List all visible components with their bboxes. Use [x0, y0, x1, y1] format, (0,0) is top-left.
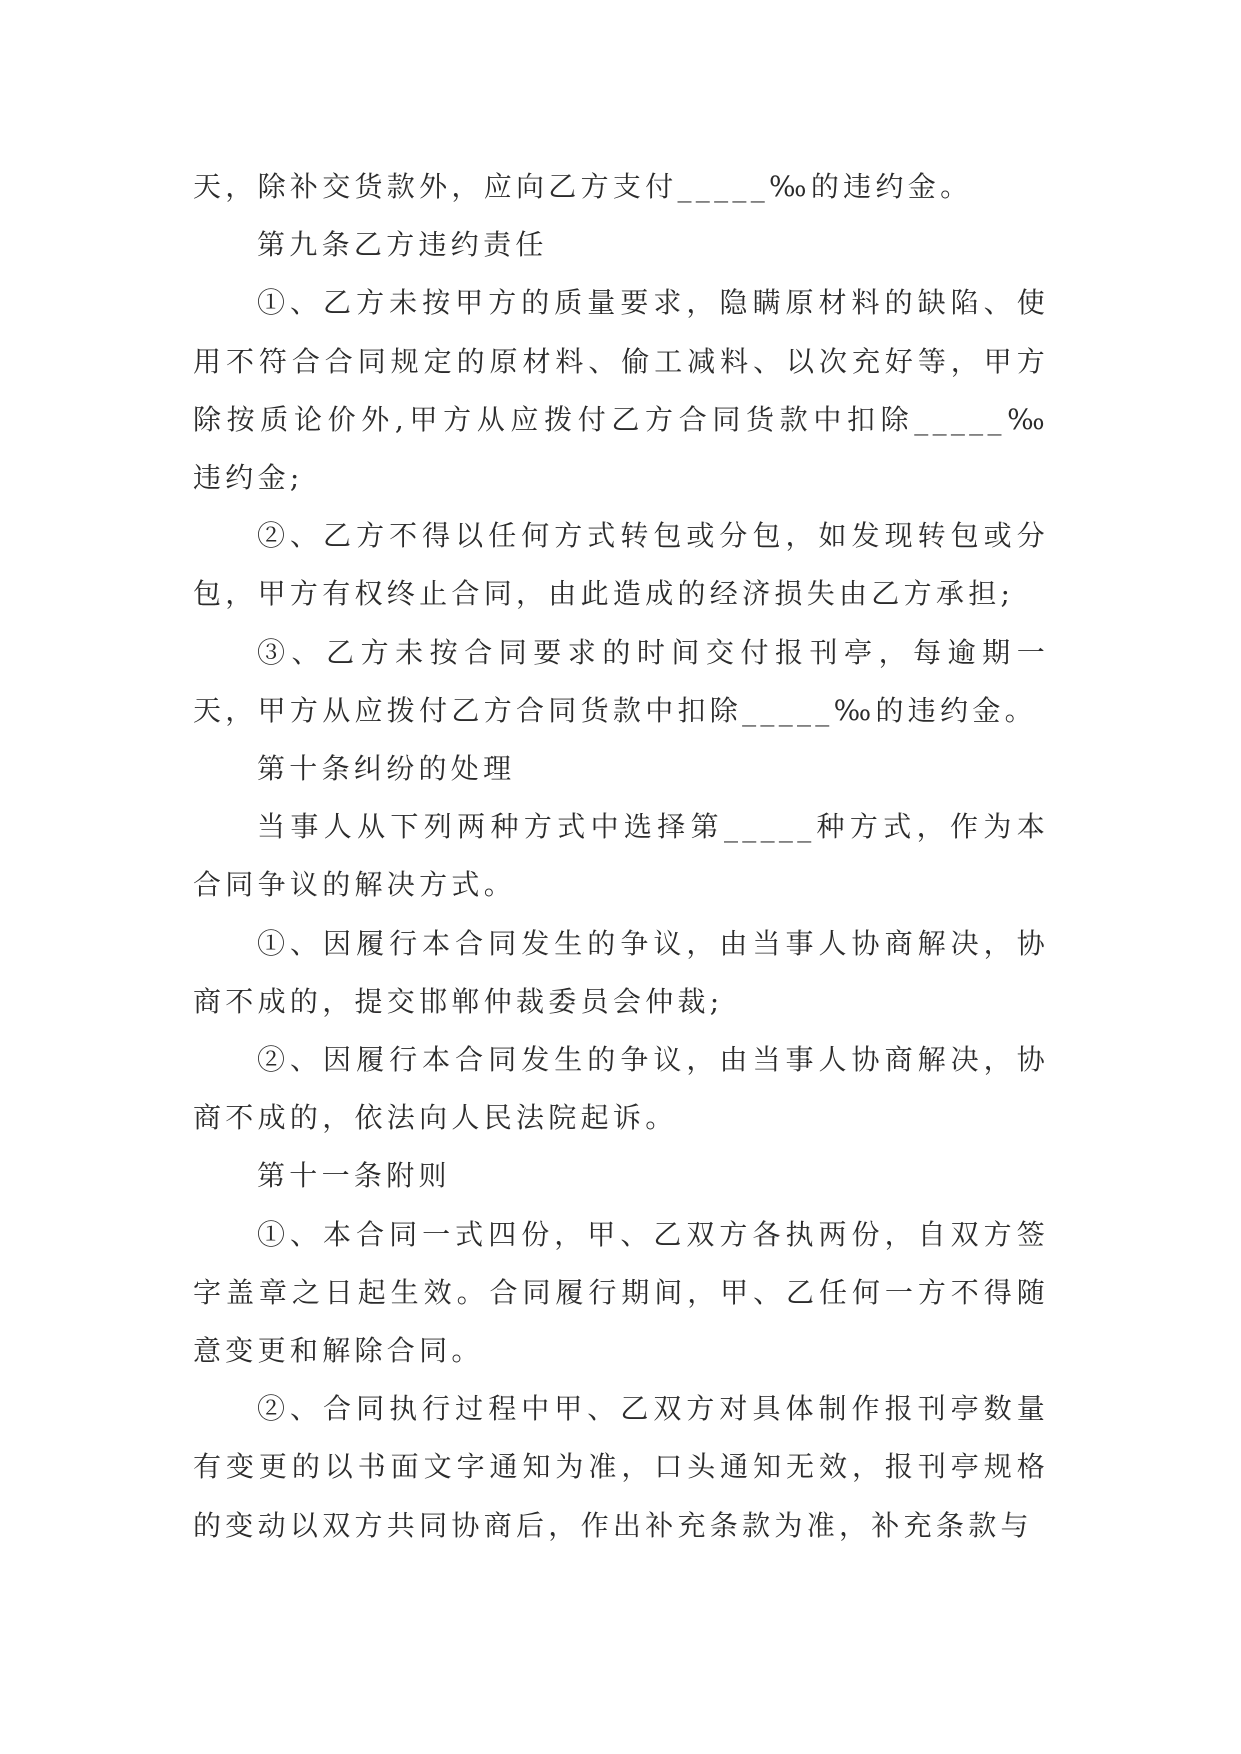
- paragraph-article-11-item-2: ②、合同执行过程中甲、乙双方对具体制作报刊亭数量有变更的以书面文字通知为准，口头通知无效，报刊亭规格的变动以双方共同协商后，作出补充条款为准，补充条款与: [193, 1392, 1049, 1542]
- paragraph-article-10-intro: 当事人从下列两种方式中选择第_____种方式，作为本合同争议的解决方式。: [193, 810, 1049, 902]
- paragraph-article-11-item-1: ①、本合同一式四份，甲、乙双方各执两份，自双方签字盖章之日起生效。合同履行期间，甲、乙任何一方不得随意变更和解除合同。: [193, 1217, 1049, 1368]
- paragraph-article-10-item-1: ①、因履行本合同发生的争议，由当事人协商解决，协商不成的，提交邯郸仲裁委员会仲裁;: [193, 926, 1049, 1018]
- heading-article-9: 第九条乙方违约责任: [257, 228, 548, 262]
- document-body: [193, 158, 1049, 1555]
- paragraph-continuation: 天，除补交货款外，应向乙方支付_____‰的违约金。: [193, 170, 973, 203]
- paragraph-article-10-item-2: ②、因履行本合同发生的争议，由当事人协商解决，协商不成的，依法向人民法院起诉。: [193, 1043, 1049, 1135]
- heading-article-10: 第十条纠纷的处理: [257, 752, 516, 786]
- paragraph-article-9-item-1: ①、乙方未按甲方的质量要求，隐瞒原材料的缺陷、使用不符合合同规定的原材料、偷工减料、以次充好等，甲方除按质论价外,甲方从应拨付乙方合同货款中扣除_____‰违约金;: [193, 286, 1049, 495]
- heading-article-11: 第十一条附则: [257, 1159, 451, 1193]
- paragraph-article-9-item-2: ②、乙方不得以任何方式转包或分包，如发现转包或分包，甲方有权终止合同，由此造成的经济损失由乙方承担;: [193, 519, 1049, 611]
- paragraph-article-9-item-3: ③、乙方未按合同要求的时间交付报刊亭，每逾期一天，甲方从应拨付乙方合同货款中扣除_____‰的违约金。: [193, 635, 1049, 727]
